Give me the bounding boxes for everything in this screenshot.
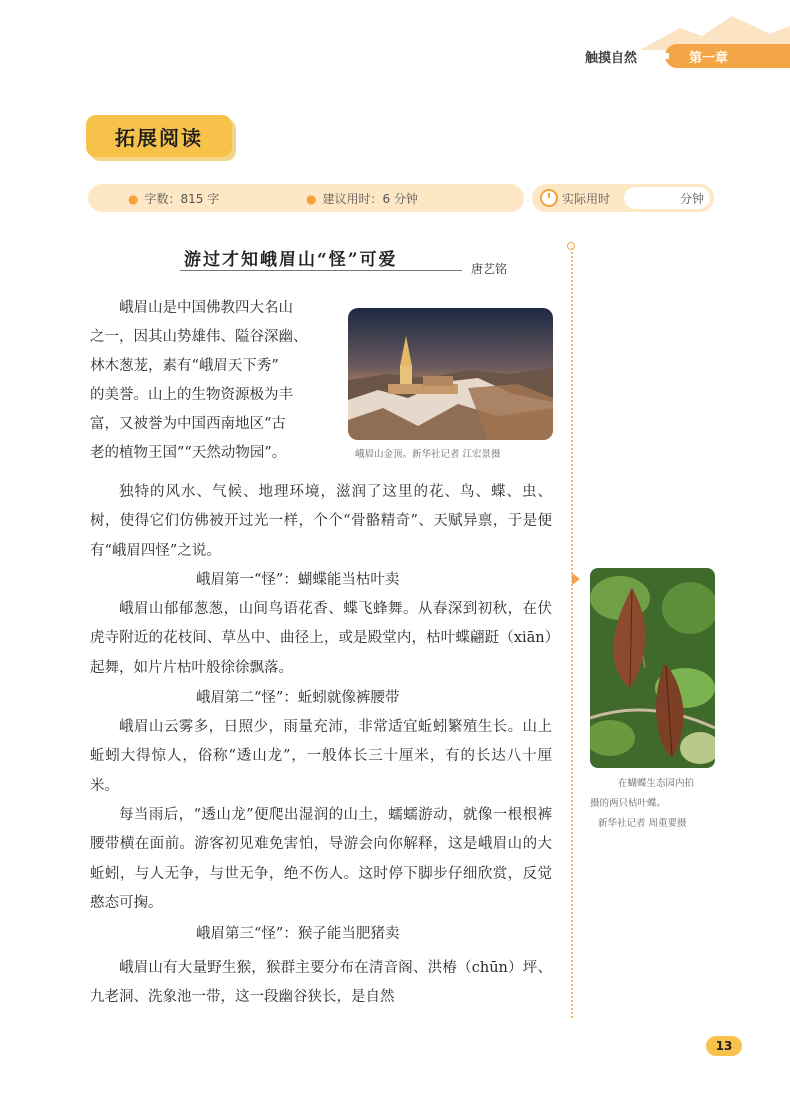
- paragraph: 每当雨后，“透山龙”便爬出湿润的山土，蠕蠕游动，就像一根根裤腰带横在面前。游客初见难免害怕，导游会向你解释，这是峨眉山的大蚯蚓，与人无争，与世无争，绝不伤人。这时停下脚步仔细欣赏，反觉憨态可掬。: [90, 807, 552, 912]
- intro-line: 之一，因其山势雄伟、隘谷深幽、: [90, 329, 308, 345]
- actual-time-bar: [532, 184, 714, 212]
- emei-summit-photo: [348, 308, 553, 440]
- title-underline: [180, 270, 462, 271]
- section-badge: [86, 115, 232, 157]
- reading-info-bar: [88, 184, 524, 212]
- paragraph: 峨眉山云雾多，日照少，雨量充沛，非常适宜蚯蚓繁殖生长。山上蚯蚓大得惊人，俗称“透山龙”，一般体长三十厘米，有的长达八十厘米。: [90, 719, 552, 794]
- subheading: 峨眉第二“怪”：蚯蚓就像裤腰带: [196, 690, 400, 706]
- intro-line: 峨眉山是中国佛教四大名山: [119, 300, 293, 316]
- word-count: ● 字数：815 字: [128, 192, 220, 206]
- bullet-icon: ●: [306, 192, 317, 206]
- badge-label: 拓展阅读: [115, 126, 203, 150]
- bullet-icon: ●: [128, 192, 139, 206]
- photo-caption: 在蝴蝶生态园内拍 摄的两只枯叶蝶。 新华社记者 周重要摄: [590, 778, 695, 829]
- intro-line: 林木葱茏，素有“峨眉天下秀”: [90, 358, 279, 374]
- pointer-arrow-icon: [572, 573, 580, 585]
- section-title: 触摸自然: [585, 51, 638, 66]
- chapter-label: 第一章: [689, 51, 729, 66]
- chapter-tab: [665, 44, 790, 68]
- paragraph: 峨眉山有大量野生猴，猴群主要分布在清音阁、洪椿（chūn）坪、九老洞、洗象池一带，这一段幽谷狭长，是自然: [90, 960, 552, 1006]
- paragraph: 峨眉山郁郁葱葱，山间鸟语花香、蝶飞蜂舞。从春深到初秋，在伏虎寺附近的花枝间、草丛中、曲径上，或是殿堂内，枯叶蝶翩跹（xiān）起舞，如片片枯叶般徐徐飘落。: [90, 601, 552, 676]
- paragraph: 独特的风水、气候、地理环境，滋润了这里的花、鸟、蝶、虫、树，使得它们仿佛被开过光一样，个个“骨骼精奇”、天赋异禀，于是便有“峨眉四怪”之说。: [90, 484, 552, 559]
- intro-line: 的美誉。山上的生物资源极为丰: [90, 387, 293, 403]
- intro-line: 富，又被誉为中国西南地区“古: [90, 416, 286, 432]
- suggested-time: ● 建议用时：6 分钟: [306, 192, 418, 206]
- butterfly-photo: [590, 568, 715, 768]
- subheading: 峨眉第三“怪”：猴子能当肥猪卖: [196, 926, 400, 942]
- actual-time-unit: 分钟: [679, 192, 704, 206]
- subheading: 峨眉第一“怪”：蝴蝶能当枯叶卖: [196, 572, 400, 588]
- article-author: 唐艺铭: [471, 262, 508, 276]
- photo-caption: 峨眉山金顶。新华社记者 江宏景摄: [355, 449, 501, 460]
- page-number: 13: [706, 1036, 742, 1056]
- intro-line: 老的植物王国”“天然动物园”。: [90, 445, 287, 461]
- dotted-divider: [571, 248, 573, 1018]
- clock-icon: [540, 189, 558, 207]
- article-title: 游过才知峨眉山“怪”可爱: [184, 250, 398, 270]
- actual-time-label: 实际用时: [562, 192, 611, 206]
